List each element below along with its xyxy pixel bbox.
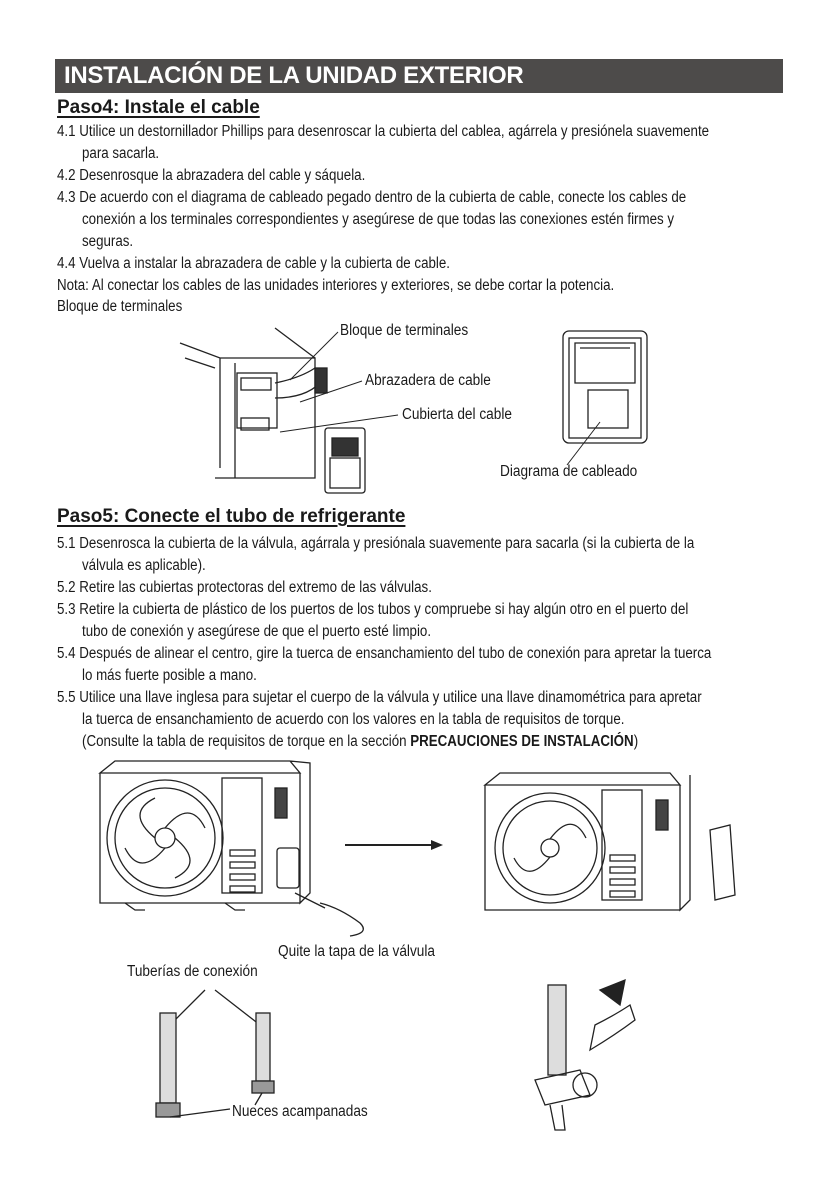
label-cable-cover: Cubierta del cable <box>402 406 512 423</box>
step5-reference-line <box>82 733 638 751</box>
label-connection-pipes: Tuberías de conexión <box>127 963 258 980</box>
step4-line: 4.3 De acuerdo con el diagrama de cableado pegado dentro de la cubierta de cable, conecte los cables de <box>57 189 687 206</box>
reference-prefix: (Consulte la tabla de requisitos de torque en la sección <box>82 733 411 750</box>
step4-line: conexión a los terminales correspondientes y asegúrese de que todas las conexiones estén firmes y <box>82 211 675 228</box>
reference-suffix: ) <box>633 733 639 750</box>
arrow-right-icon <box>345 838 445 852</box>
step4-line: 4.4 Vuelva a instalar la abrazadera de cable y la cubierta de cable. <box>57 255 450 272</box>
step5-line: 5.3 Retire la cubierta de plástico de los puertos de los tubos y compruebe si hay algún otro en el puerto del <box>57 601 689 618</box>
label-wiring-diagram: Diagrama de cableado <box>500 463 638 480</box>
label-cable-clamp: Abrazadera de cable <box>365 372 491 389</box>
step4-heading: Paso4: Instale el cable <box>57 97 260 118</box>
leader-lines <box>0 0 840 520</box>
reference-section: PRECAUCIONES DE INSTALACIÓN <box>410 733 634 750</box>
section-title: INSTALACIÓN DE LA UNIDAD EXTERIOR <box>64 62 524 89</box>
step5-line: 5.4 Después de alinear el centro, gire la tuerca de ensanchamiento del tubo de conexión para apretar la tuerca <box>57 645 712 662</box>
label-flare-nuts: Nueces acampanadas <box>232 1103 368 1120</box>
wrench-tightening-illustration <box>520 975 650 1135</box>
step5-line: válvula es aplicable). <box>82 557 206 574</box>
wiring-diagram-cover-illustration <box>560 328 650 448</box>
step4-line: 4.1 Utilice un destornillador Phillips para desenroscar la cubierta del cablea, agárrela y presiónela suavemente <box>57 123 710 140</box>
step4-line: para sacarla. <box>82 145 160 162</box>
label-terminal-block: Bloque de terminales <box>340 322 469 339</box>
step4-line: seguras. <box>82 233 134 250</box>
step5-line: lo más fuerte posible a mano. <box>82 667 257 684</box>
step5-line: la tuerca de ensanchamiento de acuerdo con los valores en la tabla de requisitos de torque. <box>82 711 625 728</box>
step5-line: 5.5 Utilice una llave inglesa para sujetar el cuerpo de la válvula y utilice una llave dinamométrica para apretar <box>57 689 702 706</box>
label-remove-valve-cap: Quite la tapa de la válvula <box>278 943 435 960</box>
note-line: Nota: Al conectar los cables de las unidades interiores y exteriores, se debe cortar la potencia. <box>57 277 615 294</box>
step4-line: Bloque de terminales <box>57 298 183 315</box>
outdoor-unit-cap-removed-illustration <box>480 770 750 920</box>
step5-line: 5.2 Retire las cubiertas protectoras del extremo de las válvulas. <box>57 579 432 596</box>
outdoor-unit-with-valve-cap-illustration <box>95 758 385 938</box>
step4-line: 4.2 Desenrosque la abrazadera del cable y sáquela. <box>57 167 366 184</box>
step5-line: tubo de conexión y asegúrese de que el puerto esté limpio. <box>82 623 432 640</box>
step5-heading: Paso5: Conecte el tubo de refrigerante <box>57 506 406 527</box>
step5-line: 5.1 Desenrosca la cubierta de la válvula, agárrala y presiónala suavemente para sacarla (si la cubierta de la <box>57 535 695 552</box>
